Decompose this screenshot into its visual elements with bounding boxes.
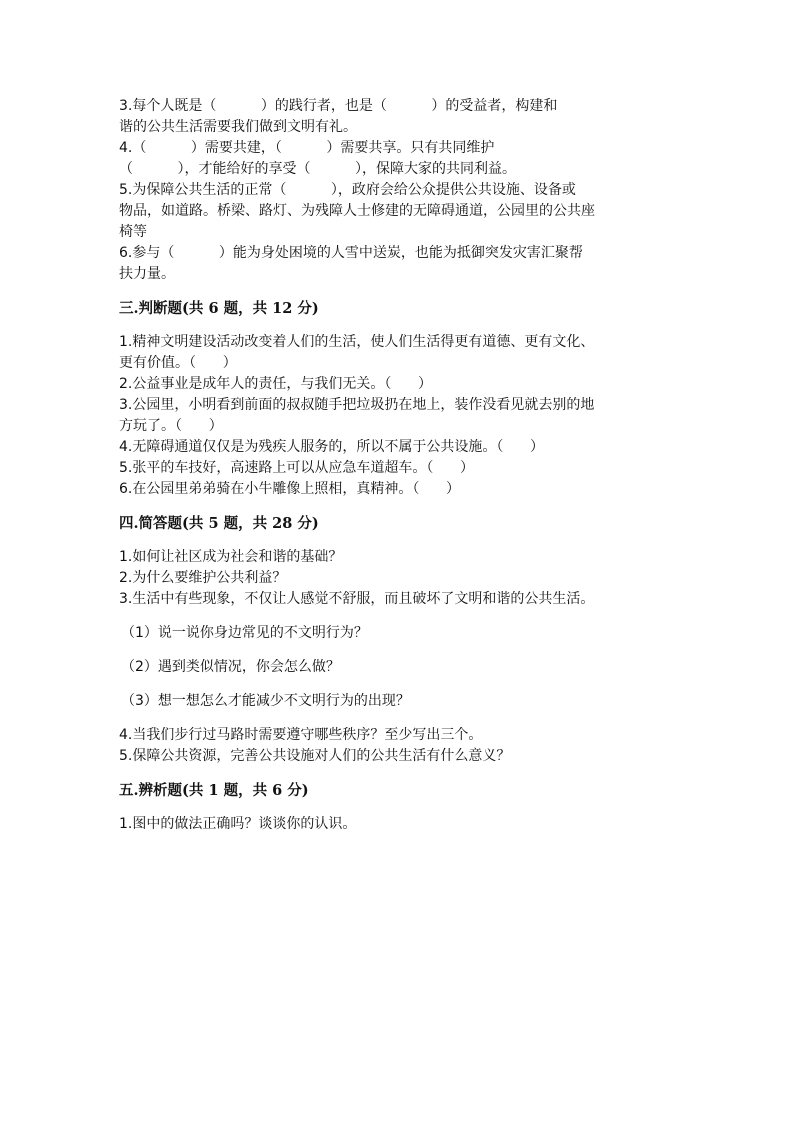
sub-question: （3）想一想怎么才能减少不文明行为的出现？ (121, 693, 410, 709)
question-line: 3.每个人既是（ ）的践行者，也是（ ）的受益者，构建和 (119, 98, 558, 114)
question-line: 5.保障公共资源，完善公共设施对人们的公共生活有什么意义？ (119, 748, 511, 764)
question-line: 3.公园里，小明看到前面的叔叔随手把垃圾扔在地上，装作没看见就去别的地 (119, 397, 595, 413)
question-line: 3.生活中有些现象，不仅让人感觉不舒服，而且破坏了文明和谐的公共生活。 (119, 591, 595, 607)
section-heading-short-answer: 四.简答题(共 5 题，共 28 分) (119, 515, 319, 532)
analysis-questions (119, 814, 679, 835)
question-line: 1.精神文明建设活动改变着人们的生活，使人们生活得更有道德、更有文化、 (119, 334, 595, 350)
question-line: 6.参与（ ）能为身处困境的人雪中送炭，也能为抵御突发灾害汇聚帮 (119, 245, 583, 261)
sub-question: （2）遇到类似情况，你会怎么做？ (121, 659, 340, 675)
question-line: 2.公益事业是成年人的责任，与我们无关。（ ） (119, 376, 433, 392)
fill-in-questions (119, 96, 679, 285)
question-line: 4.（ ）需要共建，（ ）需要共享。只有共同维护 (119, 140, 495, 156)
question-line: 扶力量。 (119, 266, 175, 282)
question-line: 1.图中的做法正确吗？谈谈你的认识。 (119, 816, 357, 832)
sub-question: （1）说一说你身边常见的不文明行为？ (121, 625, 368, 641)
exam-page (119, 96, 679, 835)
question-line: 4.当我们步行过马路时需要遵守哪些秩序？至少写出三个。 (119, 727, 483, 743)
question-line: 5.为保障公共生活的正常（ ），政府会给公众提供公共设施、设备或 (119, 182, 576, 198)
question-line: 更有价值。（ ） (119, 355, 237, 371)
question-line: 1.如何让社区成为社会和谐的基础？ (119, 549, 343, 565)
question-line: 6.在公园里弟弟骑在小牛雕像上照相，真精神。（ ） (119, 481, 461, 497)
question-line: 物品，如道路。桥梁、路灯、为残障人士修建的无障碍通道，公园里的公共座 (119, 203, 595, 219)
section-heading-judgment: 三.判断题(共 6 题，共 12 分) (119, 300, 319, 317)
question-line: 4.无障碍通道仅仅是为残疾人服务的，所以不属于公共设施。（ ） (119, 439, 545, 455)
question-line: （ ），才能给好的享受（ ），保障大家的共同利益。 (119, 161, 517, 177)
section-heading-analysis: 五.辨析题(共 1 题，共 6 分) (119, 782, 309, 799)
question-line: 椅等 (119, 224, 147, 240)
question-line: 方玩了。（ ） (119, 418, 223, 434)
question-line: 5.张平的车技好，高速路上可以从应急车道超车。（ ） (119, 460, 475, 476)
question-line: 谐的公共生活需要我们做到文明有礼。 (119, 119, 357, 135)
short-answer-questions (119, 547, 679, 767)
question-line: 2.为什么要维护公共利益？ (119, 570, 287, 586)
judgment-questions (119, 332, 679, 500)
